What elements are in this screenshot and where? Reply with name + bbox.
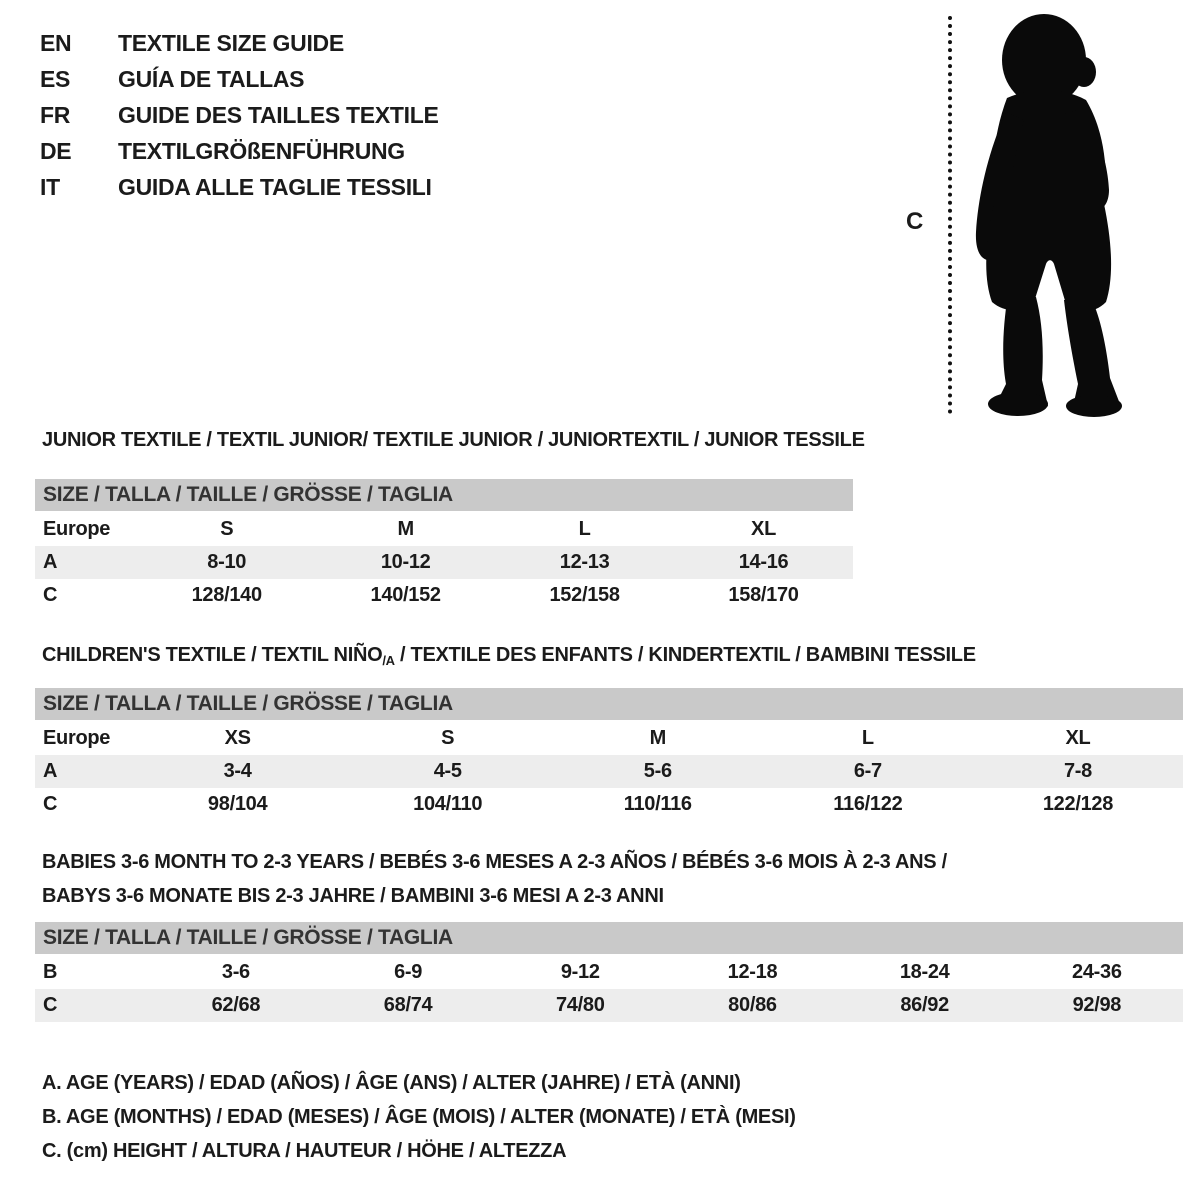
age-cell: 24-36 xyxy=(1072,961,1122,983)
height-cell: 68/74 xyxy=(322,989,494,1022)
table-row-age-months xyxy=(35,956,1183,989)
section-title-gender-suffix: /A xyxy=(382,653,395,668)
age-cell: 6-9 xyxy=(394,961,423,983)
height-cell: 152/158 xyxy=(549,584,620,606)
language-code-en: EN xyxy=(40,29,72,56)
row-label: A xyxy=(35,755,133,788)
height-cell: 92/98 xyxy=(1011,989,1183,1022)
height-cell: 80/86 xyxy=(666,989,838,1022)
section-title-children xyxy=(42,644,976,668)
size-cell: M xyxy=(649,727,666,749)
age-cell: 8-10 xyxy=(137,546,316,579)
section-title-part: / TEXTILE DES ENFANTS / KINDERTEXTIL / BAMBINI TESSILE xyxy=(394,644,976,666)
age-cell: 12-18 xyxy=(727,961,778,983)
row-label: C xyxy=(35,989,150,1022)
row-label: C xyxy=(43,793,58,815)
table-row-europe xyxy=(35,513,853,546)
guide-title-de: TEXTILGRÖßENFÜHRUNG xyxy=(118,137,405,164)
babies-size-table xyxy=(35,922,1183,1022)
legend-line-age-months: B. AGE (MONTHS) / EDAD (MESES) / ÂGE (MOIS) / ALTER (MONATE) / ETÀ (MESI) xyxy=(42,1106,796,1128)
height-cell: 140/152 xyxy=(370,584,441,606)
table-row-height xyxy=(35,788,1183,821)
height-measure-label: C xyxy=(906,208,924,235)
table-row-europe xyxy=(35,722,1183,755)
size-header-band: SIZE / TALLA / TAILLE / GRÖSSE / TAGLIA xyxy=(35,922,1183,954)
size-cell: S xyxy=(220,518,234,540)
age-cell: 6-7 xyxy=(763,755,973,788)
table-row-height xyxy=(35,989,1183,1022)
row-label: Europe xyxy=(43,727,111,749)
size-cell: XL xyxy=(751,518,777,540)
row-label: A xyxy=(35,546,137,579)
height-cell: 98/104 xyxy=(207,793,268,815)
children-size-table xyxy=(35,688,1183,821)
age-cell: 3-4 xyxy=(133,755,343,788)
language-code-de: DE xyxy=(40,137,72,164)
height-cell: 110/116 xyxy=(623,793,692,815)
list-item xyxy=(40,133,439,169)
size-cell: L xyxy=(861,727,874,749)
section-title-line-1: BABIES 3-6 MONTH TO 2-3 YEARS / BEBÉS 3-6 MESES A 2-3 AÑOS / BÉBÉS 3-6 MOIS À 2-3 ANS / xyxy=(42,851,947,873)
language-code-es: ES xyxy=(40,65,71,92)
size-header-band: SIZE / TALLA / TAILLE / GRÖSSE / TAGLIA xyxy=(35,479,853,511)
language-title-list xyxy=(40,25,439,205)
row-label: B xyxy=(43,961,58,983)
height-cell: 74/80 xyxy=(494,989,666,1022)
size-cell: XL xyxy=(1065,727,1091,749)
age-cell: 12-13 xyxy=(495,546,674,579)
legend-line-age-years: A. AGE (YEARS) / EDAD (AÑOS) / ÂGE (ANS) / ALTER (JAHRE) / ETÀ (ANNI) xyxy=(42,1072,741,1094)
age-cell: 10-12 xyxy=(316,546,495,579)
guide-title-it: GUIDA ALLE TAGLIE TESSILI xyxy=(118,173,432,200)
table-row-age xyxy=(35,546,853,579)
toddler-silhouette xyxy=(962,12,1137,417)
size-cell: M xyxy=(397,518,414,540)
list-item xyxy=(40,169,439,205)
section-title-line-2: BABYS 3-6 MONATE BIS 2-3 JAHRE / BAMBINI 3-6 MESI A 2-3 ANNI xyxy=(42,885,664,907)
list-item xyxy=(40,97,439,133)
guide-title-en: TEXTILE SIZE GUIDE xyxy=(118,29,344,56)
row-label: Europe xyxy=(43,518,111,540)
age-cell: 18-24 xyxy=(899,961,950,983)
junior-size-table xyxy=(35,479,853,612)
list-item xyxy=(40,25,439,61)
legend xyxy=(42,1066,796,1168)
section-title-part: CHILDREN'S TEXTILE / TEXTIL NIÑO xyxy=(42,644,383,666)
age-cell: 7-8 xyxy=(973,755,1183,788)
age-cell: 5-6 xyxy=(553,755,763,788)
size-cell: XS xyxy=(224,727,251,749)
legend-line-height-cm: C. (cm) HEIGHT / ALTURA / HAUTEUR / HÖHE / ALTEZZA xyxy=(42,1140,567,1162)
size-header-band: SIZE / TALLA / TAILLE / GRÖSSE / TAGLIA xyxy=(35,688,1183,720)
guide-title-fr: GUIDE DES TAILLES TEXTILE xyxy=(118,101,439,128)
table-row-height xyxy=(35,579,853,612)
height-cell: 128/140 xyxy=(191,584,262,606)
age-cell: 14-16 xyxy=(674,546,853,579)
row-label: C xyxy=(43,584,58,606)
section-title-junior: JUNIOR TEXTILE / TEXTIL JUNIOR/ TEXTILE JUNIOR / JUNIORTEXTIL / JUNIOR TESSILE xyxy=(42,429,865,451)
table-row-age xyxy=(35,755,1183,788)
height-cell: 122/128 xyxy=(1042,793,1114,815)
guide-title-es: GUÍA DE TALLAS xyxy=(118,65,305,92)
height-cell: 116/122 xyxy=(833,793,903,815)
height-cell: 158/170 xyxy=(728,584,799,606)
size-cell: S xyxy=(441,727,455,749)
height-cell: 62/68 xyxy=(150,989,322,1022)
height-measure-dotted-line xyxy=(948,16,952,414)
language-code-it: IT xyxy=(40,173,60,200)
list-item xyxy=(40,61,439,97)
section-title-babies xyxy=(42,845,947,913)
height-cell: 104/110 xyxy=(413,793,483,815)
age-cell: 4-5 xyxy=(343,755,553,788)
height-cell: 86/92 xyxy=(839,989,1011,1022)
language-code-fr: FR xyxy=(40,101,71,128)
size-cell: L xyxy=(578,518,591,540)
age-cell: 9-12 xyxy=(560,961,600,983)
age-cell: 3-6 xyxy=(221,961,250,983)
